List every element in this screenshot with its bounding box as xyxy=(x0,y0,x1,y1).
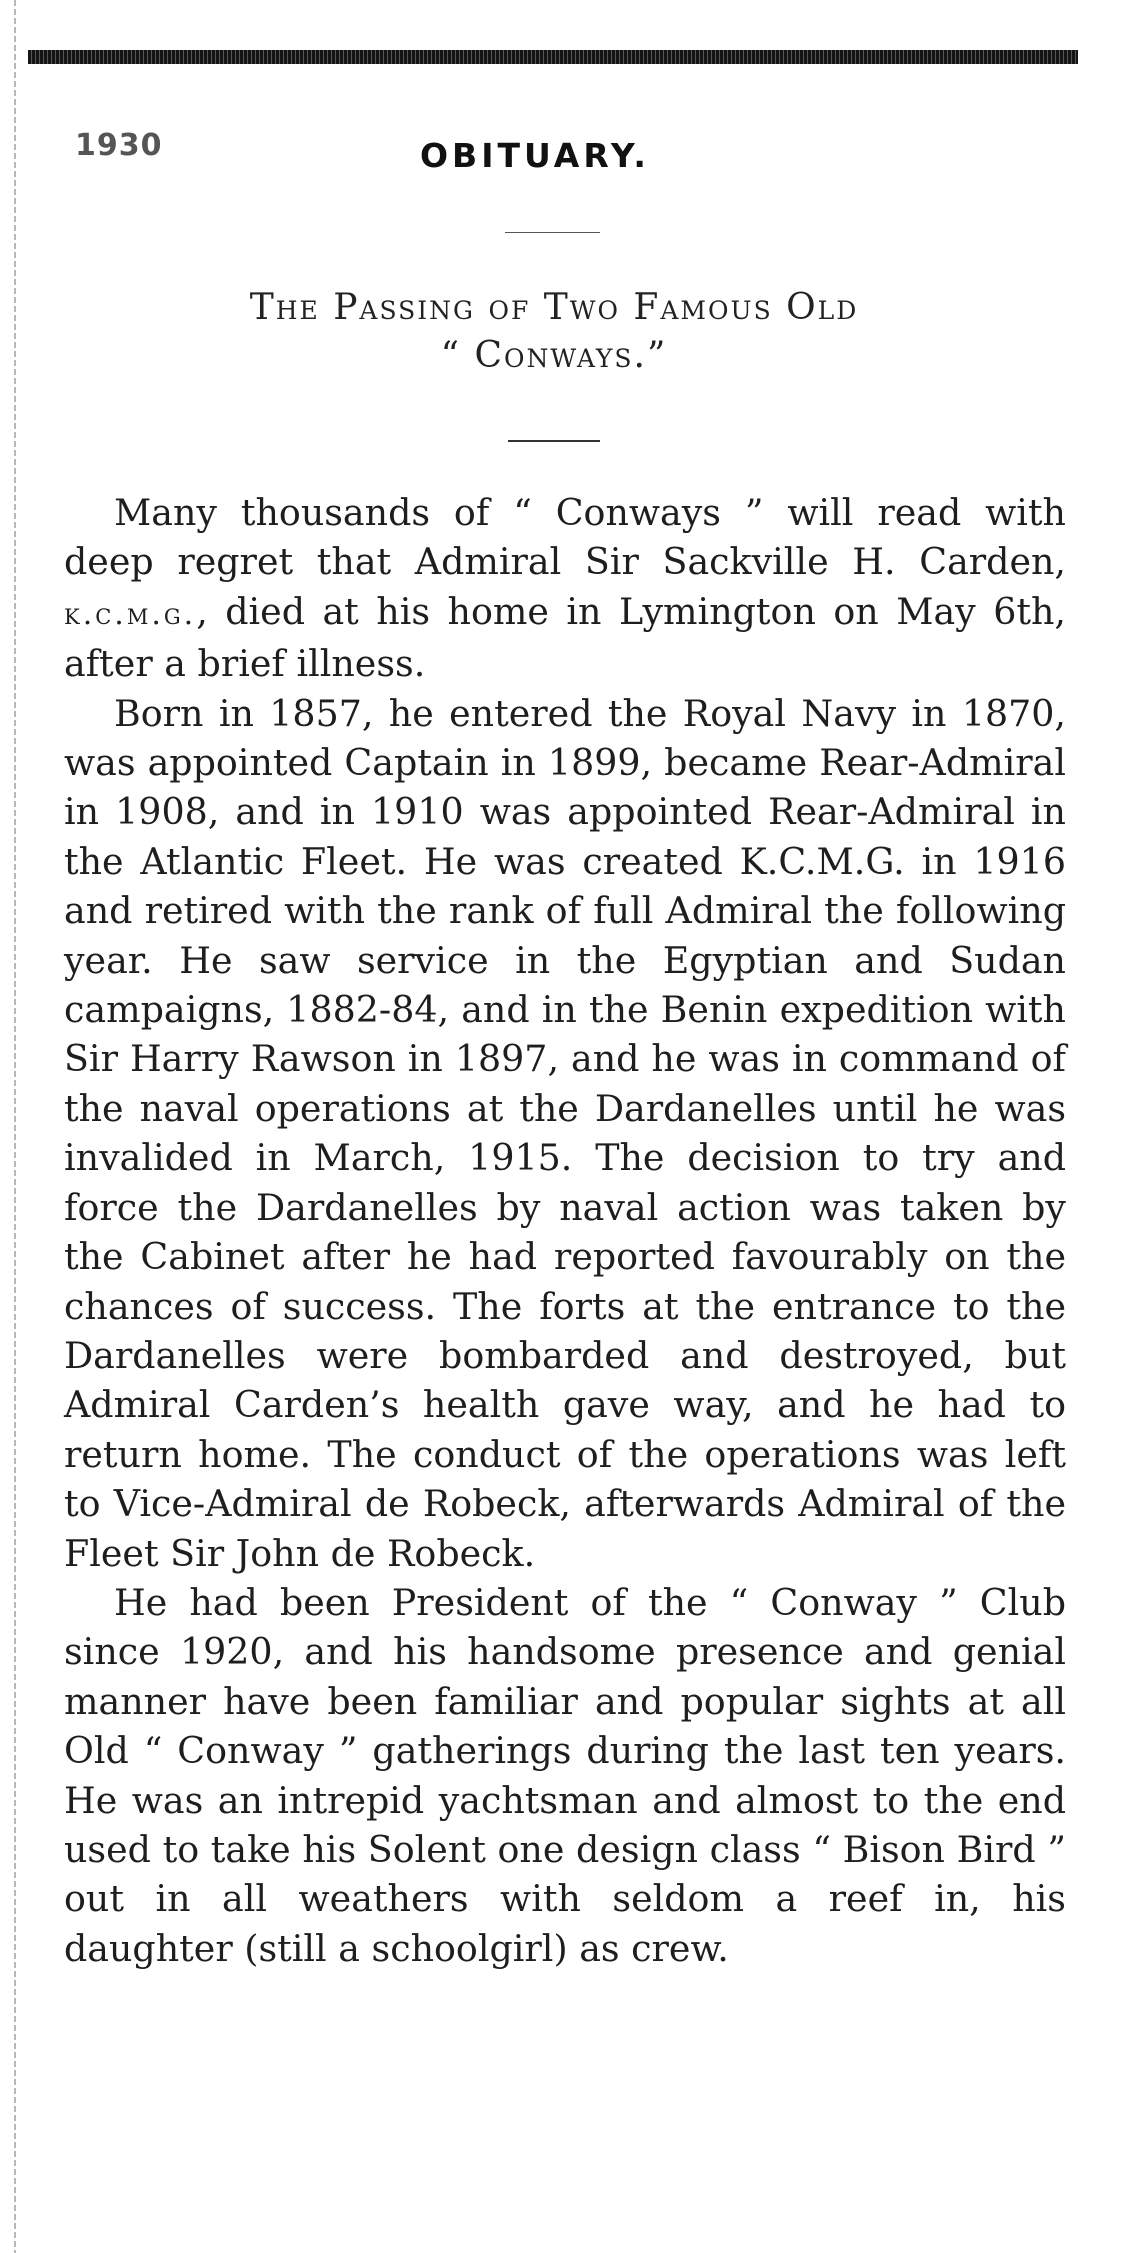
paragraph-3: He had been President of the “ Conway ” Club since 1920, and his handsome presence and genial manner have been familiar and popular sights at all Old “ Conway ” gatherings during the last ten years. He was an intrepid yachtsman and almost to the end used to take his Solent one design class “ Bison Bird ” out in all weathers with seldom a reef in, his daughter (still a schoolgirl) as crew. xyxy=(64,1580,1066,1970)
top-border-band xyxy=(28,50,1078,64)
article-headline xyxy=(100,284,1008,380)
paragraph-2: Born in 1857, he entered the Royal Navy in 1870, was appointed Captain in 1899, became Rear-Admiral in 1908, and in 1910 was appointed Rear-Admiral in the Atlantic Fleet. He was created K.C.M.G. in 1916 and retired with the rank of full Admiral the following year. He saw service in the Egyptian and Sudan campaigns, 1882-84, and in the Benin expedition with Sir Harry Rawson in 1897, and he was in command of the naval operations at the Dardanelles until he was invalided in March, 1915. The decision to try and force the Dardanelles by naval action was taken by the Cabinet after he had reported favourably on the chances of success. The forts at the entrance to the Dardanelles were bombarded and destroyed, but Admiral Carden’s health gave way, and he had to return home. The conduct of the operations was left to Vice-Admiral de Robeck, afterwards Admiral of the Fleet Sir John de Robeck. xyxy=(64,691,1066,1575)
divider-bottom xyxy=(508,440,600,442)
divider-top xyxy=(505,232,600,233)
paragraph-1-text-a: Many thousands of “ Conways ” will read with deep regret that Admiral Sir Sackville H. Carden, xyxy=(64,491,1066,584)
paragraph-1 xyxy=(64,488,1066,689)
headline-line-1: The Passing of Two Famous Old xyxy=(249,287,859,328)
article-body xyxy=(64,488,1066,1973)
section-title: OBITUARY. xyxy=(420,136,650,175)
honour-abbreviation: k.c.m.g. xyxy=(64,596,197,632)
page-margin-rule xyxy=(14,0,16,2253)
page-year: 1930 xyxy=(75,128,163,163)
headline-line-2: “ Conways.” xyxy=(440,335,668,376)
paragraph-1-text-b: , died at his home in Lymington on May 6th, after a brief illness. xyxy=(64,589,1066,686)
